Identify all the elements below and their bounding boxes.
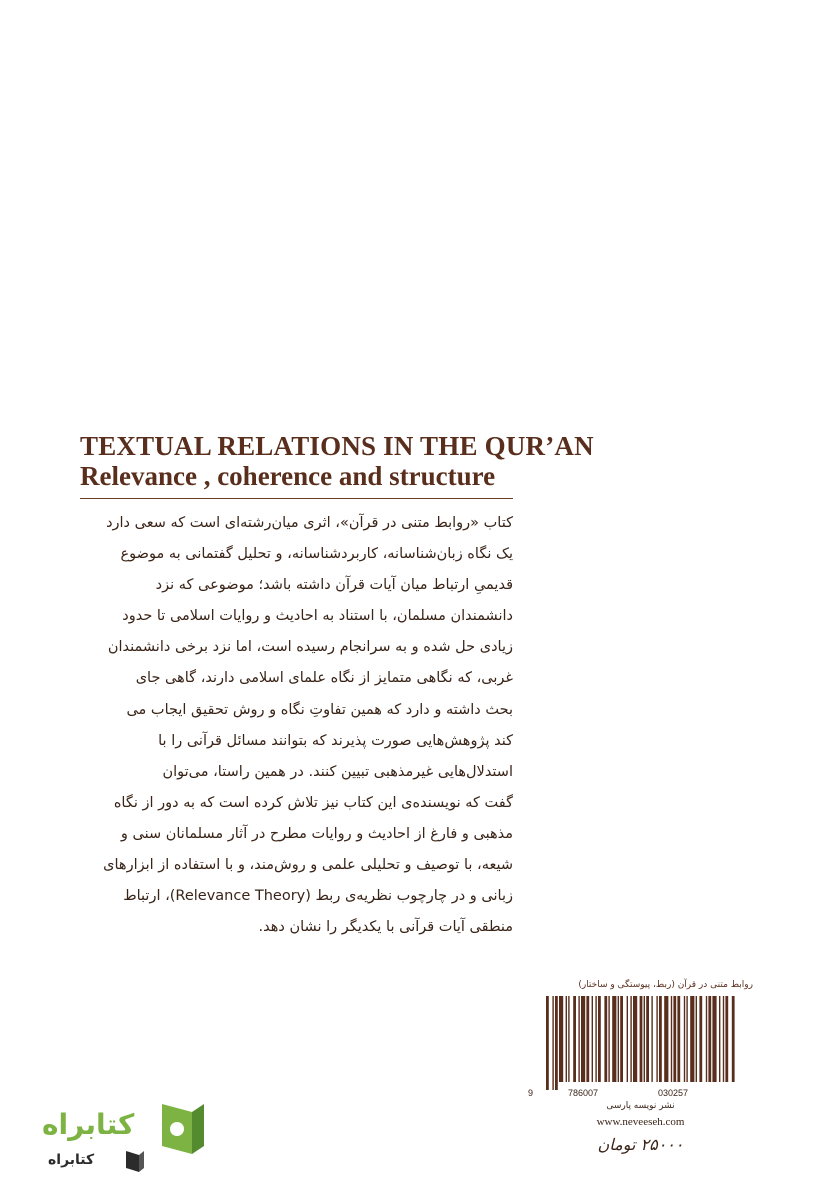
description-line: زیادی حل شده و به سرانجام رسیده است، اما نزد برخی دانشمندان — [107, 639, 513, 656]
barcode-caption: روابط متنی در قرآن (ربط، پیوستگی و ساختار) — [578, 980, 753, 990]
barcode-bar — [673, 996, 676, 1082]
barcode-bar — [690, 996, 694, 1082]
barcode-bar — [633, 996, 637, 1082]
barcode-bar — [712, 996, 716, 1082]
barcode-bar — [656, 996, 657, 1082]
watermark-logo-text-small: کتابراه — [48, 1152, 95, 1168]
isbn-barcode — [540, 996, 740, 1090]
barcode-bar — [559, 996, 563, 1082]
barcode-bar — [684, 996, 685, 1082]
barcode-bar — [612, 996, 616, 1082]
description-line: بحث داشته و دارد که همین تفاوتِ نگاه و روش تحقیق ایجاب می — [126, 701, 513, 718]
barcode-bar — [578, 996, 579, 1082]
barcode-bar — [686, 996, 687, 1082]
price-label: ۲۵۰۰۰ تومان — [597, 1135, 684, 1154]
barcode-bar — [604, 996, 607, 1082]
publisher-url: www.neveeseh.com — [596, 1116, 685, 1128]
watermark-logo-text: کتابراه — [42, 1108, 135, 1141]
barcode-bar — [677, 996, 680, 1082]
barcode-bar — [566, 996, 567, 1082]
barcode-bar — [592, 996, 593, 1082]
barcode-bar — [552, 996, 553, 1090]
barcode-bar — [671, 996, 672, 1082]
persian-description — [80, 508, 513, 943]
ketabrah-watermark — [40, 1090, 215, 1185]
barcode-bar — [719, 996, 720, 1082]
description-line: قدیمیِ ارتباط میان آیات قرآن داشته باشد؛ موضوعی که نزد — [155, 577, 513, 594]
barcode-bar — [630, 996, 631, 1082]
book-logo-icon — [158, 1098, 208, 1158]
description-line: کتاب «روابط متنی در قرآن»، اثری میان‌رشته‌ای است که سعی دارد — [106, 515, 513, 531]
barcode-bar — [723, 996, 724, 1082]
book-logo-small-icon — [124, 1148, 146, 1174]
barcode-bar — [696, 996, 697, 1082]
barcode-bar — [640, 996, 643, 1082]
barcode-bar — [699, 996, 702, 1082]
barcode-bar — [708, 996, 711, 1082]
barcode-bar — [608, 996, 609, 1082]
barcode-bar — [546, 996, 549, 1090]
isbn-digit-group: 786007 — [568, 1088, 599, 1098]
description-line: دانشمندان مسلمان، با استناد به احادیث و روایات اسلامی تا حدود — [122, 608, 513, 625]
description-line: شیعه، با توصیف و تحلیلی علمی و روش‌مند، و با استفاده از ابزارهای — [103, 857, 513, 874]
barcode-bar — [568, 996, 569, 1082]
barcode-bar — [706, 996, 707, 1082]
description-line: غربی، که نگاهی متمایز از نگاه علمای اسلامی دارند، گاهی جای — [135, 670, 513, 687]
barcode-bar — [573, 996, 576, 1082]
description-line: یک نگاه زبان‌شناسانه، کاربردشناسانه، و تحلیل گفتمانی به موضوع — [120, 546, 513, 563]
barcode-bar — [732, 996, 735, 1082]
barcode-bar — [659, 996, 662, 1082]
english-subtitle: Relevance , coherence and structure — [80, 461, 496, 491]
barcode-bar — [581, 996, 585, 1082]
barcode-bar — [586, 996, 589, 1082]
barcode-block — [528, 980, 753, 1160]
barcode-bar — [595, 996, 596, 1082]
barcode-bar — [644, 996, 645, 1082]
barcode-bar — [555, 996, 558, 1090]
barcode-bar — [646, 996, 649, 1082]
description-line: کند پژوهش‌هایی صورت پذیرند که بتوانند مسائل قرآنی را با — [158, 732, 513, 749]
description-line: زبانی و در چارچوب نظریه‌ی ربط (Relevance Theory)، ارتباط — [123, 888, 513, 905]
barcode-bar — [598, 996, 601, 1082]
isbn-digit-group: 030257 — [658, 1088, 689, 1098]
isbn-lead-digit: 9 — [528, 1088, 534, 1098]
description-line: استدلال‌هایی غیرمذهبی تبیین کنند. در همین راستا، می‌توان — [162, 763, 513, 780]
barcode-bar — [664, 996, 668, 1082]
description-line: مذهبی و فارغ از احادیث و روایات مطرح در آثار مسلمانان سنی و — [120, 825, 513, 842]
barcode-bar — [620, 996, 623, 1082]
barcode-bar — [627, 996, 628, 1082]
english-title: TEXTUAL RELATIONS IN THE QUR’AN — [80, 431, 594, 461]
barcode-bar — [651, 996, 652, 1082]
description-line: گفت که نویسنده‌ی این کتاب نیز تلاش کرده است که به دور از نگاه — [113, 794, 513, 811]
barcode-bar — [618, 996, 619, 1082]
title-divider — [80, 498, 513, 499]
barcode-bar — [725, 996, 728, 1082]
description-line: منطقی آیات قرآنی با یکدیگر را نشان دهد. — [258, 919, 513, 936]
publisher-name: نشر نویسه پارسی — [606, 1101, 675, 1111]
